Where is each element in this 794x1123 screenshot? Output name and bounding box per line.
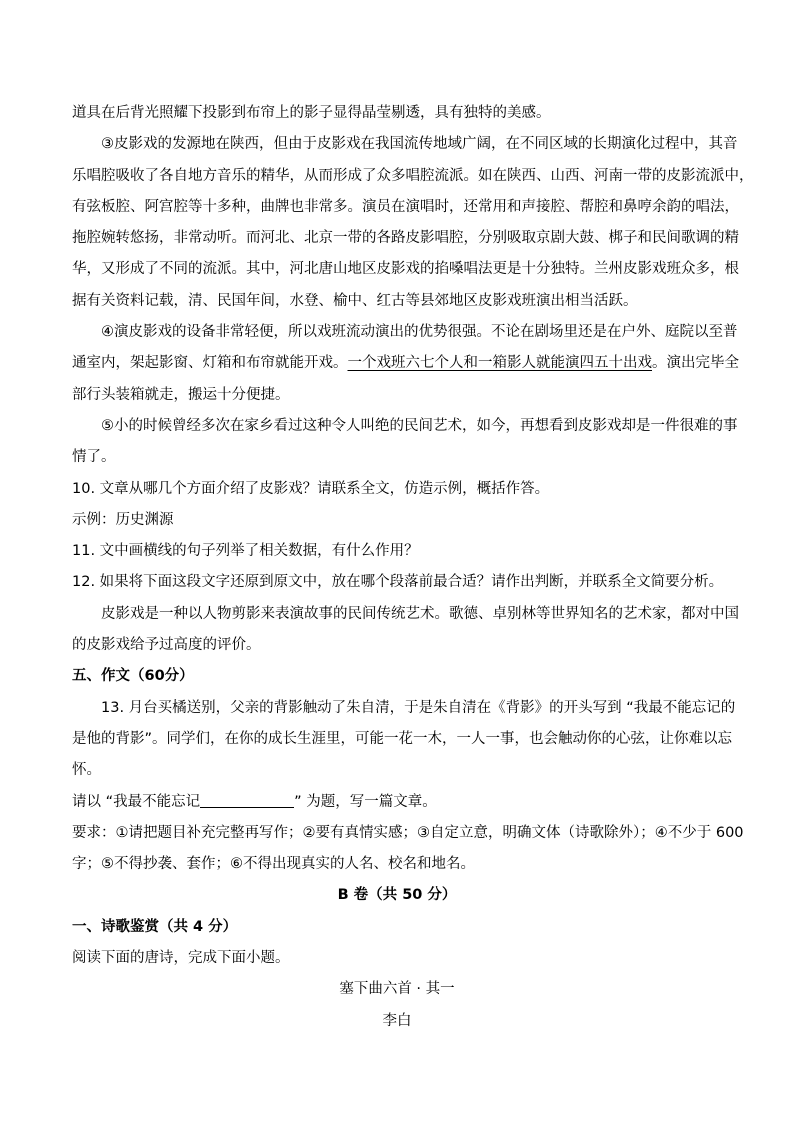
passage-line: ⑤小的时候曾经多次在家乡看过这种令人叫绝的民间艺术，如今，再想看到皮影戏却是一件很难的事 bbox=[101, 417, 738, 434]
question-11: 11. 文中画横线的句子列举了相关数据，有什么作用？ bbox=[72, 543, 419, 560]
passage-paragraph-3 bbox=[72, 129, 754, 317]
passage-line: 部行头装箱就走，搬运十分便捷。 bbox=[72, 386, 290, 403]
composition-heading: 五、作文（60分） bbox=[72, 668, 194, 685]
poem-title: 塞下曲六首 · 其一 bbox=[339, 981, 455, 998]
passage-line bbox=[72, 348, 739, 379]
question-12-excerpt bbox=[72, 599, 739, 662]
passage-text: 通室内，架起影窗、灯箱和布帘就能开戏。 bbox=[72, 355, 348, 372]
passage-paragraph-4 bbox=[72, 317, 739, 411]
question-10-example: 示例：历史渊源 bbox=[72, 511, 174, 528]
poem-author: 李白 bbox=[382, 1012, 412, 1029]
composition-prompt bbox=[72, 787, 722, 818]
title-blank bbox=[200, 793, 294, 808]
poetry-instruction: 阅读下面的唐诗，完成下面小题。 bbox=[72, 950, 290, 967]
excerpt-line: 皮影戏是一种以人物剪影来表演故事的民间传统艺术。歌德、卓别林等世界知名的艺术家，都对中国 bbox=[101, 605, 739, 622]
page-content bbox=[72, 98, 754, 1037]
question-10: 10. 文章从哪几个方面介绍了皮影戏？请联系全文，仿造示例，概括作答。 bbox=[72, 480, 550, 497]
excerpt-line: 的皮影戏给予过高度的评价。 bbox=[72, 637, 261, 654]
passage-line: 拖腔婉转悠扬，非常动听。而河北、北京一带的各路皮影唱腔，分别吸取京剧大鼓、梆子和民间歌调的精 bbox=[72, 230, 739, 247]
passage-line: 乐唱腔吸收了各自地方音乐的精华，从而形成了众多唱腔流派。如在陕西、山西、河南一带的皮影流派中， bbox=[72, 167, 754, 184]
prompt-text: 请以 “我最不能忘记 bbox=[72, 793, 201, 810]
question-13-line: 是他的背影”。同学们，在你的成长生涯里，可能一花一木，一人一事，也会触动你的心弦，让你难以忘 bbox=[72, 730, 733, 747]
requirements-line: 字；⑤不得抄袭、套作；⑥不得出现真实的人名、校名和地名。 bbox=[72, 856, 475, 873]
poetry-heading: 一、诗歌鉴赏（共 4 分） bbox=[72, 918, 238, 935]
passage-line: 据有关资料记载，清、民国年间，水登、榆中、红古等县郊地区皮影戏班演出相当活跃。 bbox=[72, 292, 638, 309]
passage-line: 情了。 bbox=[72, 449, 116, 466]
question-13-line: 怀。 bbox=[72, 762, 101, 779]
question-13 bbox=[72, 693, 736, 787]
requirements-line: 要求：①请把题目补充完整再写作；②要有真情实感；③自定立意，明确文体（诗歌除外）；④不少于 600 bbox=[72, 824, 744, 841]
passage-line: 有弦板腔、阿宫腔等十多种，曲牌也非常多。演员在演唱时，还常用和声接腔、帮腔和鼻哼余韵的唱法， bbox=[72, 198, 739, 215]
passage-line: ③皮影戏的发源地在陕西，但由于皮影戏在我国流传地域广阔，在不同区域的长期演化过程中，其音 bbox=[101, 136, 738, 153]
section-b-title: B 卷（共 50 分） bbox=[337, 887, 457, 904]
passage-text: 。演出完毕全 bbox=[652, 355, 739, 372]
prompt-text: ” 为题，写一篇文章。 bbox=[294, 793, 437, 810]
question-13-line: 13. 月台买橘送别，父亲的背影触动了朱自清，于是朱自清在《背影》的开头写到 “我最不能忘记的 bbox=[101, 699, 736, 716]
underlined-sentence: 一个戏班六七个人和一箱影人就能演四五十出戏 bbox=[347, 355, 652, 372]
passage-line: 华，又形成了不同的流派。其中，河北唐山地区皮影戏的掐嗓唱法更是十分独特。兰州皮影戏班众多，根 bbox=[72, 261, 739, 278]
passage-paragraph-5 bbox=[72, 411, 738, 474]
passage-paragraph-2-tail: 道具在后背光照耀下投影到布帘上的影子显得晶莹剔透，具有独特的美感。 bbox=[72, 105, 551, 121]
composition-requirements bbox=[72, 818, 744, 881]
passage-line: ④演皮影戏的设备非常轻便，所以戏班流动演出的优势很强。不论在剧场里还是在户外、庭院以至普 bbox=[101, 324, 738, 341]
question-12: 12. 如果将下面这段文字还原到原文中，放在哪个段落前最合适？请作出判断，并联系全文简要分析。 bbox=[72, 574, 724, 591]
